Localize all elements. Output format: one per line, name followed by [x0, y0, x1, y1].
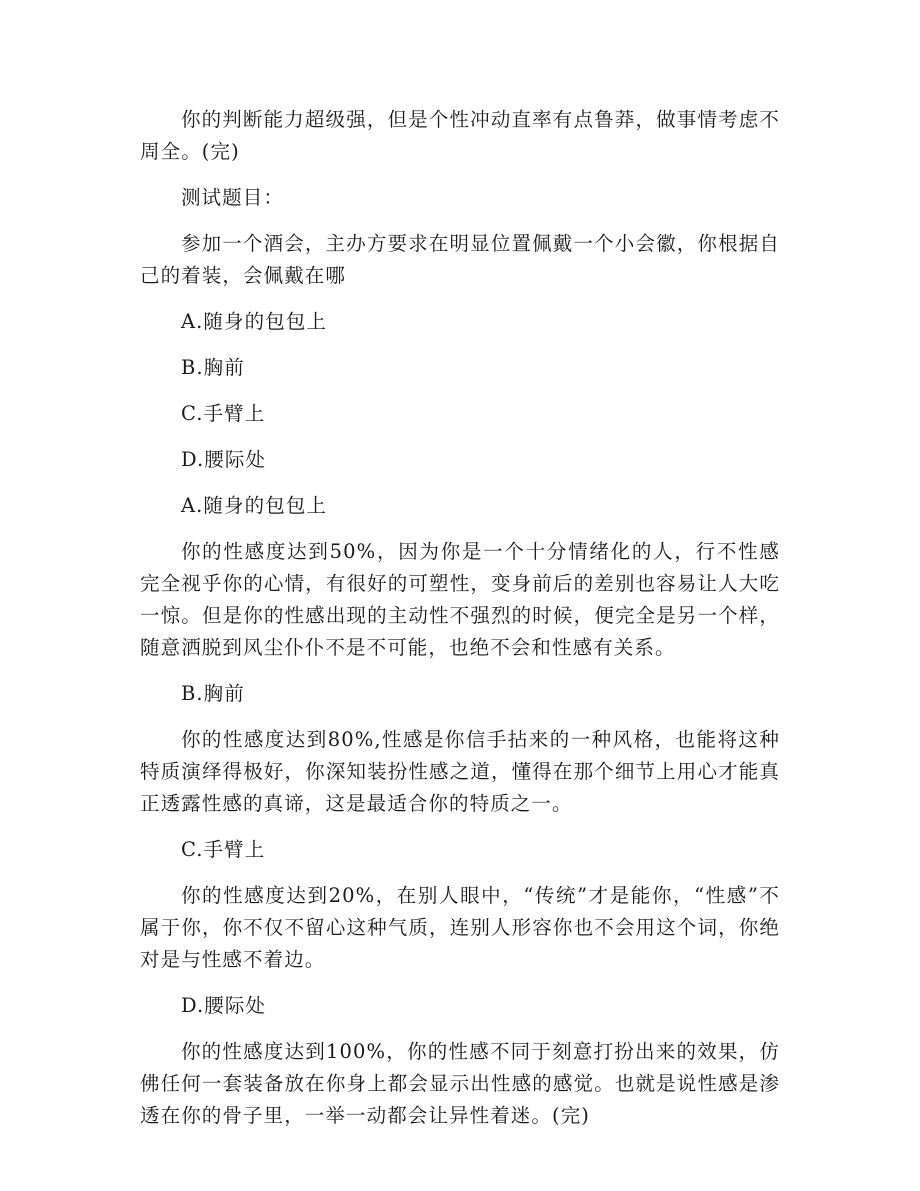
spacer — [140, 976, 780, 990]
answer-d-text: 你的性感度达到100%，你的性感不同于刻意打扮出来的效果，仿佛任何一套装备放在你身上都会显示出性感的感觉。也就是说性感是渗透在你的骨子里，一举一动都会让异性着迷。(完) — [140, 1040, 780, 1127]
spacer — [140, 866, 780, 880]
document-body — [140, 104, 780, 1132]
spacer — [140, 664, 780, 678]
spacer — [140, 384, 780, 398]
spacer — [140, 476, 780, 490]
answer-b-text: 你的性感度达到80%,性感是你信手拈来的一种风格，也能将这种特质演绎得极好，你深知装扮性感之道，懂得在那个细节上用心才能真正透露性感的真谛，这是最适合你的特质之一。 — [140, 728, 780, 815]
option-b: B.胸前 — [180, 356, 245, 379]
paragraph-question: 参加一个酒会，主办方要求在明显位置佩戴一个小会徽，你根据自己的着装，会佩戴在哪 — [140, 232, 780, 287]
option-a: A.随身的包包上 — [180, 310, 328, 333]
spacer — [140, 214, 780, 228]
spacer — [140, 292, 780, 306]
spacer — [140, 430, 780, 444]
spacer — [140, 820, 780, 834]
answer-a-heading: A.随身的包包上 — [180, 494, 328, 517]
spacer — [140, 710, 780, 724]
paragraph-test-heading: 测试题目： — [180, 186, 284, 209]
answer-a-text: 你的性感度达到50%，因为你是一个十分情绪化的人，行不性感完全视乎你的心情，有很好的可塑性，变身前后的差别也容易让人大吃一惊。但是你的性感出现的主动性不强烈的时候，便完全是另一个样，随意洒脱到风尘仆仆不是不可能，也绝不会和性感有关系。 — [140, 540, 780, 659]
spacer — [140, 522, 780, 536]
spacer — [140, 338, 780, 352]
answer-c-text: 你的性感度达到20%，在别人眼中，“传统”才是能你，“性感”不属于你，你不仅不留心这种气质，连别人形容你也不会用这个词，你绝对是与性感不着边。 — [140, 884, 780, 971]
spacer — [140, 1022, 780, 1036]
paragraph-conclusion: 你的判断能力超级强，但是个性冲动直率有点鲁莽，做事情考虑不周全。(完) — [140, 108, 780, 163]
option-c: C.手臂上 — [180, 402, 266, 425]
answer-b-heading: B.胸前 — [180, 682, 245, 705]
answer-c-heading: C.手臂上 — [180, 838, 266, 861]
answer-d-heading: D.腰际处 — [180, 994, 267, 1017]
spacer — [140, 168, 780, 182]
option-d: D.腰际处 — [180, 448, 267, 471]
